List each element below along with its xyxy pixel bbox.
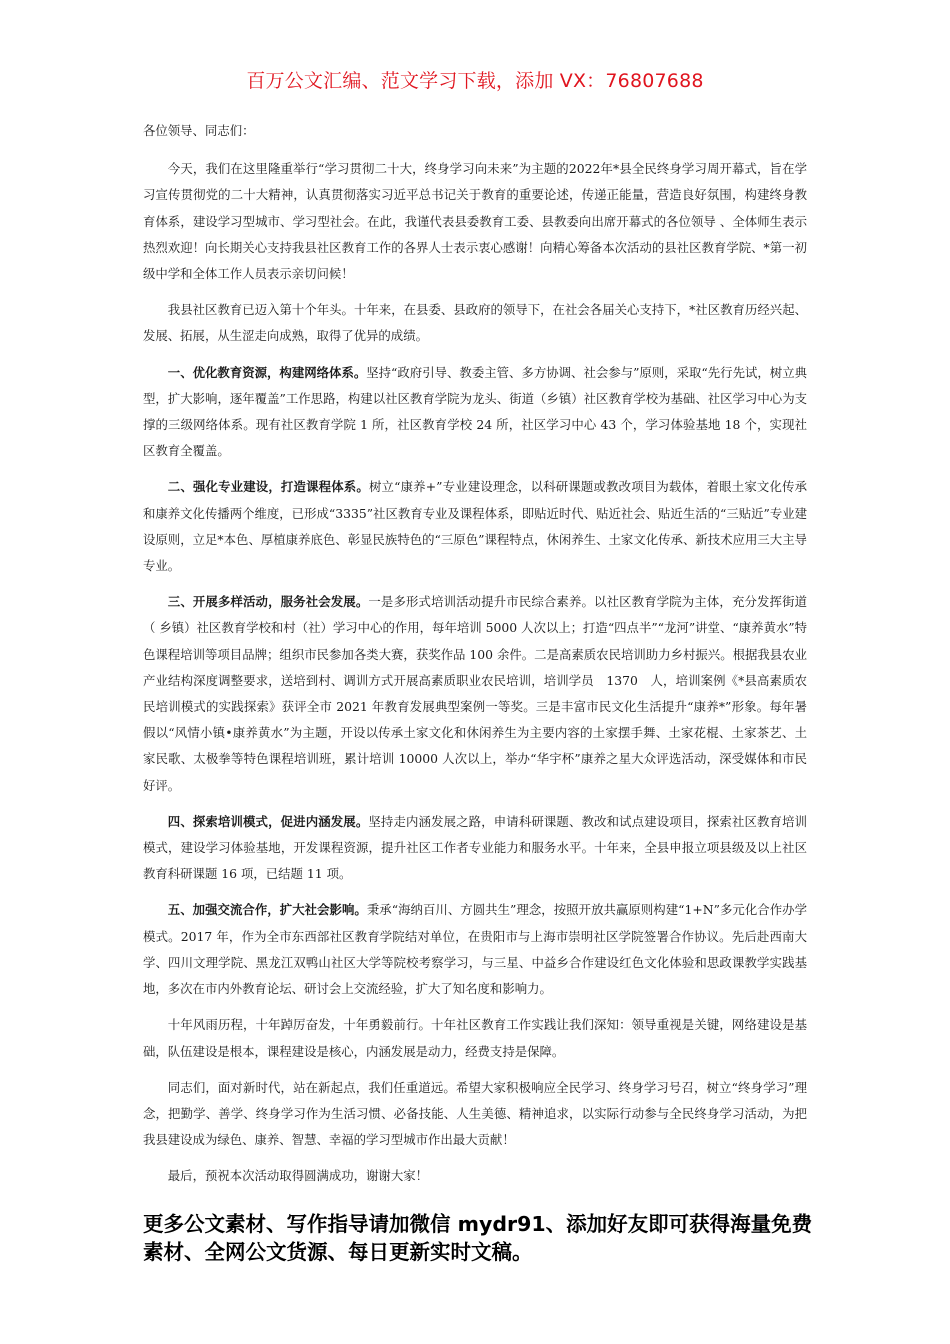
- section-3-body: 一是多形式培训活动提升市民综合素养。以社区教育学院为主体，充分发挥街道（ 乡镇）社区教育学校和村（社）学习中心的作用，每年培训 5000 人次以上；打造“四点半”“龙河”讲堂、“康养黄水”特色课程培训等项目品牌；组织市民参加各类大赛，获奖作品 100 余件。二是高素质农民培训助力乡村振兴。根据我县农业产业结构深度调整要求，送培到村、调训方式开展高素质职业农民培训，培训学员 1370 人，培训案例《*县高素质农民培训模式的实践探索》获评全市 2021 年教育发展典型案例一等奖。三是丰富市民文化生活提升“康养*”形象。每年暑假以“风情小镇•康养黄水”为主题，开设以传承土家文化和休闲养生为主要内容的土家摆手舞、土家花棍、土家茶艺、土家民歌、太极拳等特色课程培训班，累计培训 10000 人次以上，举办“华宇杯”康养之星大众评选活动，深受媒体和市民好评。: [143, 594, 808, 793]
- promo-header: 百万公文汇编、范文学习下载，添加 VX：76807688: [246, 70, 704, 92]
- section-2-body: 树立“康养+”专业建设理念，以科研课题或教改项目为载体，着眼土家文化传承和康养文化传播两个维度，已形成“3335”社区教育专业及课程体系，即贴近时代、贴近社会、贴近生活的“三贴近”专业建设原则，立足*本色、厚植康养底色、彰显民族特色的“三原色”课程特点，休闲养生、土家文化传承、新技术应用三大主导专业。: [143, 479, 808, 574]
- section-5-heading: 五、加强交流合作，扩大社会影响。: [167, 902, 367, 918]
- section-1-heading: 一、优化教育资源，构建网络体系。: [167, 364, 367, 380]
- section-4-body: 坚持走内涵发展之路，申请科研课题、教改和试点建设项目，探索社区教育培训模式，建设学习体验基地，开发课程资源，提升社区工作者专业能力和服务水平。十年来，全县申报立项县级及以上社区教育科研课题 16 项，已结题 11 项。: [143, 813, 808, 882]
- promo-footer: 更多公文素材、写作指导请加微信 mydr91、添加好友即可获得海量免费素材、全网公文货源、每日更新实时文稿。: [143, 1212, 813, 1264]
- section-5-body: 秉承“海纳百川、方圆共生”理念，按照开放共赢原则构建“1+N”多元化合作办学模式。2017 年，作为全市东西部社区教育学院结对单位，在贵阳市与上海市崇明社区学院签署合作协议。先后赴西南大学、四川文理学院、黑龙江双鸭山社区大学等院校考察学习，与三星、中益乡合作建设红色文化体验和思政课教学实践基地，多次在市内外教育论坛、研讨会上交流经验，扩大了知名度和影响力。: [143, 902, 807, 997]
- closing-paragraph-3: 最后，预祝本次活动取得圆满成功，谢谢大家！: [167, 1168, 428, 1184]
- salutation: 各位领导、同志们：: [143, 123, 255, 138]
- closing-paragraph-2: 同志们，面对新时代，站在新起点，我们任重道远。希望大家积极响应全民学习、终身学习号召，树立“终身学习”理念，把勤学、善学、终身学习作为生活习惯、必备技能、人生美德、精神追求，以实际行动参与全民终身学习活动，为把我县建设成为绿色、康养、智慧、幸福的学习型城市作出最大贡献！: [143, 1079, 807, 1148]
- section-4-heading: 四、探索培训模式，促进内涵发展。: [167, 813, 369, 829]
- section-4: [143, 809, 807, 888]
- section-2: [143, 474, 807, 579]
- section-1: [143, 360, 807, 465]
- closing-paragraph-1: 十年风雨历程，十年踔厉奋发，十年勇毅前行。十年社区教育工作实践让我们深知：领导重视是关键，网络建设是基础，队伍建设是根本，课程建设是核心，内涵发展是动力，经费支持是保障。: [143, 1017, 807, 1059]
- section-3: [143, 589, 807, 799]
- section-1-body: 坚持“政府引导、教委主管、多方协调、社会参与”原则，采取“先行先试，树立典型，扩大影响，逐年覆盖”工作思路，构建以社区教育学院为龙头、街道（乡镇）社区教育学校为基础、社区学习中心为支撑的三级网络体系。现有社区教育学院 1 所，社区教育学校 24 所，社区学习中心 43 个，学习体验基地 18 个，实现社区教育全覆盖。: [143, 364, 807, 459]
- section-2-heading: 二、强化专业建设，打造课程体系。: [167, 479, 369, 495]
- intro-paragraph-1: 今天，我们在这里隆重举行“学习贯彻二十大，终身学习向未来”为主题的2022年*县全民终身学习周开幕式，旨在学习宣传贯彻党的二十大精神，认真贯彻落实习近平总书记关于教育的重要论述，传递正能量，营造良好氛围，构建终身教育体系，建设学习型城市、学习型社会。在此，我谨代表县委教育工委、县教委向出席开幕式的各位领导 、全体师生表示热烈欢迎！向长期关心支持我县社区教育工作的各界人士表示衷心感谢！向精心筹备本次活动的县社区教育学院、*第一初级中学和全体工作人员表示亲切问候！: [143, 161, 807, 282]
- section-3-heading: 三、开展多样活动，服务社会发展。: [167, 594, 369, 610]
- section-5: [143, 897, 807, 1002]
- intro-paragraph-2: 我县社区教育已迈入第十个年头。十年来，在县委、县政府的领导下，在社会各届关心支持下，*社区教育历经兴起、发展、拓展，从生涩走向成熟，取得了优异的成绩。: [143, 302, 807, 344]
- speech-document: [143, 118, 807, 1200]
